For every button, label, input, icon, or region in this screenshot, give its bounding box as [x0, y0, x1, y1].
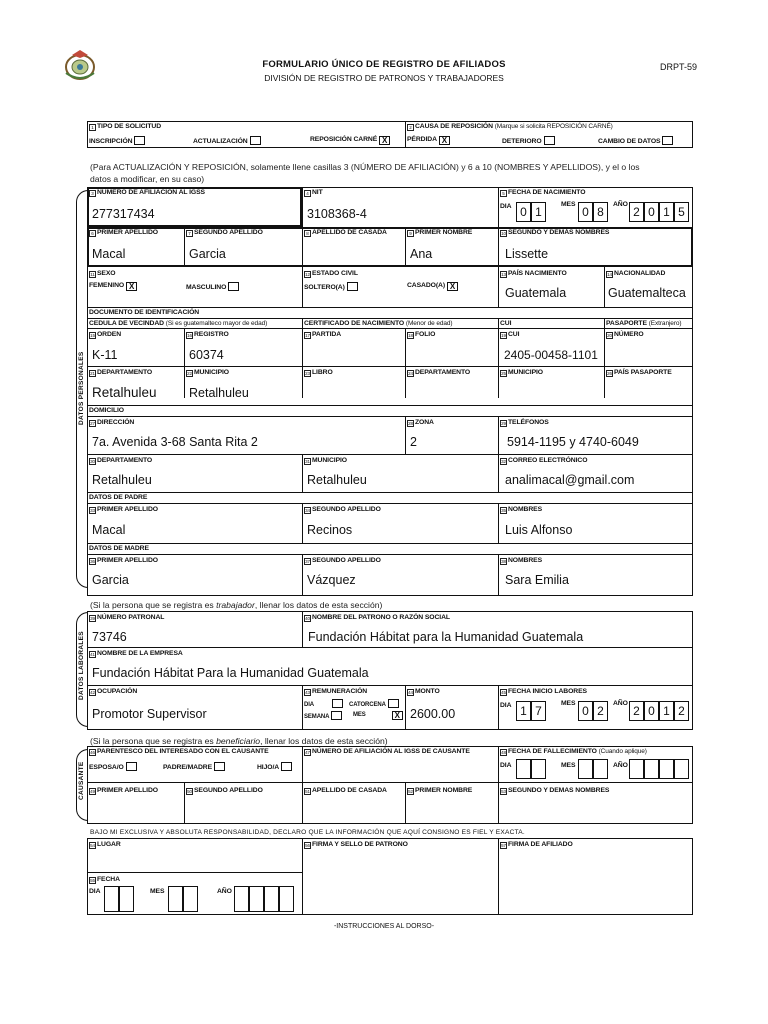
- padre-segundo-apellido-label: SEGUNDO APELLIDO: [312, 506, 381, 513]
- correo-value[interactable]: analimacal@gmail.com: [505, 473, 635, 487]
- start-year-digit[interactable]: 2: [629, 701, 644, 721]
- cedula-label: CEDULA DE VECINDAD: [89, 320, 164, 327]
- side-label-causante: CAUSANTE: [78, 761, 85, 800]
- inicio-mes-label: MES: [561, 700, 576, 707]
- femenino-label: FEMENINO: [89, 282, 125, 289]
- sign-day-box[interactable]: [104, 886, 119, 912]
- padre-primer-apellido-label: PRIMER APELLIDO: [97, 506, 158, 513]
- segundo-nombre-value[interactable]: Lissette: [505, 247, 549, 261]
- doc-municipio-label: MUNICIPIO: [194, 369, 229, 376]
- birth-day-digit[interactable]: 1: [531, 202, 546, 222]
- deterioro-label: DETERIORO: [502, 138, 542, 145]
- hijo-label: HIJO/A: [257, 764, 280, 771]
- rem-mes-checkbox[interactable]: X: [392, 711, 403, 720]
- firma-patrono-label: FIRMA Y SELLO DE PATRONO: [312, 841, 408, 848]
- causante-afiliacion-label: NÚMERO DE AFILIACIÓN AL IGSS DE CAUSANTE: [312, 748, 470, 755]
- declaracion-text: BAJO MI EXCLUSIVA Y ABSOLUTA RESPONSABILIDAD, DECLARO QUE LA INFORMACIÓN QUE AQUÍ CONSIGNO ES FIEL Y EXACTA.: [90, 829, 525, 836]
- death-year-box[interactable]: [674, 759, 689, 779]
- segundo-apellido-label: SEGUNDO APELLIDO: [194, 229, 263, 236]
- cedula-hint: (Si es guatemalteco mayor de edad): [165, 320, 268, 327]
- start-month-digit[interactable]: 2: [593, 701, 608, 721]
- padre-madre-label: PADRE/MADRE: [163, 764, 212, 771]
- patrono-label: NOMBRE DEL PATRONO O RAZÓN SOCIAL: [312, 614, 450, 621]
- inicio-anio-label: AÑO: [613, 700, 628, 707]
- cambio-datos-label: CAMBIO DE DATOS: [598, 138, 661, 145]
- nit-value[interactable]: 3108368-4: [307, 207, 367, 221]
- birth-month-digit[interactable]: 0: [578, 202, 593, 222]
- sign-year-box[interactable]: [279, 886, 294, 912]
- perdida-label: PÉRDIDA: [407, 136, 437, 143]
- rem-semana-label: SEMANA: [304, 714, 330, 720]
- remuneracion-label: REMUNERACIÓN: [312, 688, 368, 695]
- death-day-box[interactable]: [531, 759, 546, 779]
- femenino-checkbox[interactable]: X: [126, 282, 137, 291]
- rem-mes-label: MES: [353, 712, 366, 718]
- direccion-label: DIRECCIÓN: [97, 419, 135, 426]
- doc-departamento2-label: DEPARTAMENTO: [415, 369, 471, 376]
- telefonos-label: TELÉFONOS: [508, 419, 549, 426]
- firma-afiliado-label: FIRMA DE AFILIADO: [508, 841, 573, 848]
- birth-day-digit[interactable]: 0: [516, 202, 531, 222]
- madre-segundo-apellido-value[interactable]: Vázquez: [307, 573, 356, 587]
- pasaporte-label: PASAPORTE: [606, 320, 647, 327]
- dom-municipio-label: MUNICIPIO: [312, 457, 347, 464]
- inscripcion-checkbox[interactable]: [134, 136, 145, 145]
- rem-semana-checkbox[interactable]: [331, 711, 342, 720]
- birth-year-digit[interactable]: 0: [644, 202, 659, 222]
- sign-year-box[interactable]: [264, 886, 279, 912]
- sign-year-box[interactable]: [234, 886, 249, 912]
- nit-label: NIT: [312, 189, 323, 196]
- trabajador-note-word: trabajador: [216, 600, 255, 610]
- madre-segundo-apellido-label: SEGUNDO APELLIDO: [312, 557, 381, 564]
- perdida-checkbox[interactable]: X: [439, 136, 450, 145]
- rem-dia-label: DIA: [304, 702, 315, 708]
- causante-section: [87, 746, 693, 824]
- start-year-digit[interactable]: 0: [644, 701, 659, 721]
- causa-label: CAUSA DE REPOSICIÓN: [415, 123, 493, 130]
- footer-note: -INSTRUCCIONES AL DORSO-: [333, 923, 435, 930]
- ocupacion-value[interactable]: Promotor Supervisor: [92, 707, 207, 721]
- casado-label: CASADO(A): [407, 282, 445, 289]
- start-month-digit[interactable]: 0: [578, 701, 593, 721]
- hijo-checkbox[interactable]: [281, 762, 292, 771]
- madre-nombres-label: NOMBRES: [508, 557, 543, 564]
- dom-departamento-value[interactable]: Retalhuleu: [92, 473, 152, 487]
- soltero-checkbox[interactable]: [347, 282, 358, 291]
- parentesco-label: PARENTESCO DEL INTERESADO CON EL CAUSANTE: [97, 748, 269, 755]
- domicilio-label: DOMICILIO: [89, 407, 124, 414]
- reposicion-label: REPOSICIÓN CARNÉ: [310, 136, 378, 143]
- empresa-label: NOMBRE DE LA EMPRESA: [97, 650, 183, 657]
- certificado-hint: (Menor de edad): [405, 320, 453, 327]
- fall-anio-label: AÑO: [613, 762, 628, 769]
- sign-year-box[interactable]: [249, 886, 264, 912]
- start-year-digit[interactable]: 2: [674, 701, 689, 721]
- instructions-line1: (Para ACTUALIZACIÓN Y REPOSICIÓN, solamente llene casillas 3 (NÚMERO DE AFILIACIÓN) y 6 a 10 (NOMBRES Y APELLIDOS), y el o los: [90, 162, 640, 172]
- estado-civil-label: ESTADO CIVIL: [312, 270, 358, 277]
- registro-label: REGISTRO: [194, 331, 229, 338]
- beneficiario-note-post: , llenar los datos de esta sección): [260, 736, 388, 746]
- fallecimiento-hint: (Cuando aplique): [598, 748, 647, 755]
- cambio-datos-checkbox[interactable]: [662, 136, 673, 145]
- patronal-value[interactable]: 73746: [92, 630, 127, 644]
- causante-primer-nombre-label: PRIMER NOMBRE: [415, 787, 473, 794]
- primer-apellido-value[interactable]: Macal: [92, 247, 126, 261]
- cui-head-label: CUI: [500, 320, 512, 327]
- birth-month-digit[interactable]: 8: [593, 202, 608, 222]
- sign-day-box[interactable]: [119, 886, 134, 912]
- orden-value[interactable]: K-11: [92, 348, 118, 362]
- casado-checkbox[interactable]: X: [447, 282, 458, 291]
- numero-label: NÚMERO: [614, 331, 644, 338]
- primer-apellido-label: PRIMER APELLIDO: [97, 229, 158, 236]
- death-month-box[interactable]: [578, 759, 593, 779]
- tipo-solicitud-label: TIPO DE SOLICITUD: [97, 123, 162, 130]
- inicio-dia-label: DIA: [500, 702, 512, 709]
- correo-label: CORREO ELECTRÓNICO: [508, 457, 588, 464]
- doc-departamento-value[interactable]: Retalhuleu: [92, 385, 157, 400]
- form-code: DRPT-59: [660, 62, 698, 72]
- esposo-label: ESPOSA/O: [89, 764, 124, 771]
- sign-month-box[interactable]: [183, 886, 198, 912]
- death-year-box[interactable]: [659, 759, 674, 779]
- monto-value[interactable]: 2600.00: [410, 707, 456, 721]
- beneficiario-note-word: beneficiario: [216, 736, 261, 746]
- madre-primer-apellido-value[interactable]: Garcia: [92, 573, 129, 587]
- firma-anio-label: AÑO: [217, 888, 232, 895]
- monto-label: MONTO: [415, 688, 440, 695]
- birth-year-digit[interactable]: 5: [674, 202, 689, 222]
- fall-mes-label: MES: [561, 762, 576, 769]
- empresa-value[interactable]: Fundación Hábitat Para la Humanidad Guatemala: [92, 666, 369, 680]
- padre-primer-apellido-value[interactable]: Macal: [92, 523, 126, 537]
- rem-catorcena-label: CATORCENA: [349, 702, 386, 708]
- orden-label: ORDEN: [97, 331, 122, 338]
- certificado-label: CERTIFICADO DE NACIMIENTO: [304, 320, 405, 327]
- soltero-label: SOLTERO(A): [304, 284, 345, 291]
- doc-departamento-label: DEPARTAMENTO: [97, 369, 153, 376]
- esposo-checkbox[interactable]: [126, 762, 137, 771]
- direccion-value[interactable]: 7a. Avenida 3-68 Santa Rita 2: [92, 435, 258, 449]
- reposicion-checkbox[interactable]: X: [379, 136, 390, 145]
- fecha-inicio-label: FECHA INICIO LABORES: [508, 688, 587, 695]
- trabajador-note-pre: (Si la persona que se registra es: [90, 600, 214, 610]
- sign-month-box[interactable]: [168, 886, 183, 912]
- causante-segundo-apellido-label: SEGUNDO APELLIDO: [194, 787, 263, 794]
- causante-primer-apellido-label: PRIMER APELLIDO: [97, 787, 158, 794]
- padre-madre-checkbox[interactable]: [214, 762, 225, 771]
- registro-value[interactable]: 60374: [189, 348, 224, 362]
- start-day-digit[interactable]: 7: [531, 701, 546, 721]
- firma-dia-label: DIA: [89, 888, 101, 895]
- padre-nombres-value[interactable]: Luis Alfonso: [505, 523, 573, 537]
- birth-year-digit[interactable]: 2: [629, 202, 644, 222]
- pasaporte-hint: (Extranjero): [648, 320, 682, 327]
- folio-label: FOLIO: [415, 331, 436, 338]
- afiliacion-label: NÚMERO DE AFILIACIÓN AL IGSS: [97, 189, 205, 196]
- sexo-label: SEXO: [97, 270, 116, 277]
- fall-dia-label: DIA: [500, 762, 512, 769]
- death-day-box[interactable]: [516, 759, 531, 779]
- cui-label: CUI: [508, 331, 520, 338]
- padre-nombres-label: NOMBRES: [508, 506, 543, 513]
- doc-municipio-value[interactable]: Retalhuleu: [189, 386, 249, 400]
- telefonos-value[interactable]: 5914-1195 y 4740-6049: [507, 435, 639, 449]
- madre-primer-apellido-label: PRIMER APELLIDO: [97, 557, 158, 564]
- ocupacion-label: OCUPACIÓN: [97, 688, 138, 695]
- padre-label: DATOS DE PADRE: [89, 494, 148, 501]
- form-subtitle: DIVISIÓN DE REGISTRO DE PATRONOS Y TRABAJADORES: [264, 73, 504, 83]
- nacionalidad-value[interactable]: Guatemalteca: [608, 286, 686, 300]
- death-year-box[interactable]: [644, 759, 659, 779]
- start-year-digit[interactable]: 1: [659, 701, 674, 721]
- madre-label: DATOS DE MADRE: [89, 545, 149, 552]
- pais-nacimiento-value[interactable]: Guatemala: [505, 286, 567, 300]
- side-label-personales: DATOS PERSONALES: [78, 351, 85, 425]
- pais-pasaporte-label: PAÍS PASAPORTE: [614, 369, 672, 376]
- fecha-label: FECHA: [97, 876, 120, 883]
- rem-dia-checkbox[interactable]: [332, 699, 343, 708]
- afiliacion-value[interactable]: 277317434: [92, 207, 155, 221]
- partida-label: PARTIDA: [312, 331, 342, 338]
- primer-nombre-value[interactable]: Ana: [410, 247, 433, 261]
- masculino-checkbox[interactable]: [228, 282, 239, 291]
- form-title: FORMULARIO ÚNICO DE REGISTRO DE AFILIADOS: [262, 59, 506, 70]
- causa-hint: (Marque si solicita REPOSICIÓN CARNÉ): [494, 123, 613, 130]
- causante-segundo-nombre-label: SEGUNDO Y DEMAS NOMBRES: [508, 787, 610, 794]
- rem-catorcena-checkbox[interactable]: [388, 699, 399, 708]
- fecha-nac-anio-label: AÑO: [613, 201, 628, 208]
- fecha-nacimiento-label: FECHA DE NACIMIENTO: [508, 189, 586, 196]
- zona-value[interactable]: 2: [410, 435, 417, 449]
- firma-mes-label: MES: [150, 888, 165, 895]
- masculino-label: MASCULINO: [186, 284, 227, 291]
- dom-departamento-label: DEPARTAMENTO: [97, 457, 153, 464]
- fecha-nac-mes-label: MES: [561, 201, 576, 208]
- primer-nombre-label: PRIMER NOMBRE: [415, 229, 473, 236]
- patronal-label: NÚMERO PATRONAL: [97, 614, 165, 621]
- madre-nombres-value[interactable]: Sara Emilia: [505, 573, 569, 587]
- death-month-box[interactable]: [593, 759, 608, 779]
- start-day-digit[interactable]: 1: [516, 701, 531, 721]
- inscripcion-label: INSCRIPCIÓN: [89, 138, 133, 145]
- segundo-apellido-value[interactable]: Garcia: [189, 247, 226, 261]
- zona-label: ZONA: [415, 419, 434, 426]
- actualizacion-label: ACTUALIZACIÓN: [193, 138, 248, 145]
- causante-apellido-casada-label: APELLIDO DE CASADA: [312, 787, 387, 794]
- patrono-value[interactable]: Fundación Hábitat para la Humanidad Guatemala: [308, 630, 584, 644]
- fallecimiento-label: FECHA DE FALLECIMIENTO: [508, 748, 597, 755]
- cui-value[interactable]: 2405-00458-1101: [504, 348, 598, 362]
- trabajador-note-post: , llenar los datos de esta sección): [254, 600, 383, 610]
- beneficiario-note-pre: (Si la persona que se registra es: [90, 736, 214, 746]
- nacionalidad-label: NACIONALIDAD: [614, 270, 666, 277]
- dom-municipio-value[interactable]: Retalhuleu: [307, 473, 367, 487]
- birth-year-digit[interactable]: 1: [659, 202, 674, 222]
- death-year-box[interactable]: [629, 759, 644, 779]
- side-label-laborales: DATOS LABORALES: [78, 631, 85, 700]
- apellido-casada-label: APELLIDO DE CASADA: [312, 229, 387, 236]
- documento-label: DOCUMENTO DE IDENTIFICACIÓN: [89, 309, 200, 316]
- lugar-label: LUGAR: [97, 841, 121, 848]
- libro-label: LIBRO: [312, 369, 333, 376]
- padre-segundo-apellido-value[interactable]: Recinos: [307, 523, 353, 537]
- doc-municipio2-label: MUNICIPIO: [508, 369, 543, 376]
- deterioro-checkbox[interactable]: [544, 136, 555, 145]
- segundo-nombre-label: SEGUNDO Y DEMÁS NOMBRES: [508, 229, 610, 236]
- fecha-nac-dia-label: DIA: [500, 203, 512, 210]
- instructions-line2: datos a modificar, en su caso): [90, 174, 205, 184]
- actualizacion-checkbox[interactable]: [250, 136, 261, 145]
- pais-nacimiento-label: PAÍS NACIMIENTO: [508, 270, 567, 277]
